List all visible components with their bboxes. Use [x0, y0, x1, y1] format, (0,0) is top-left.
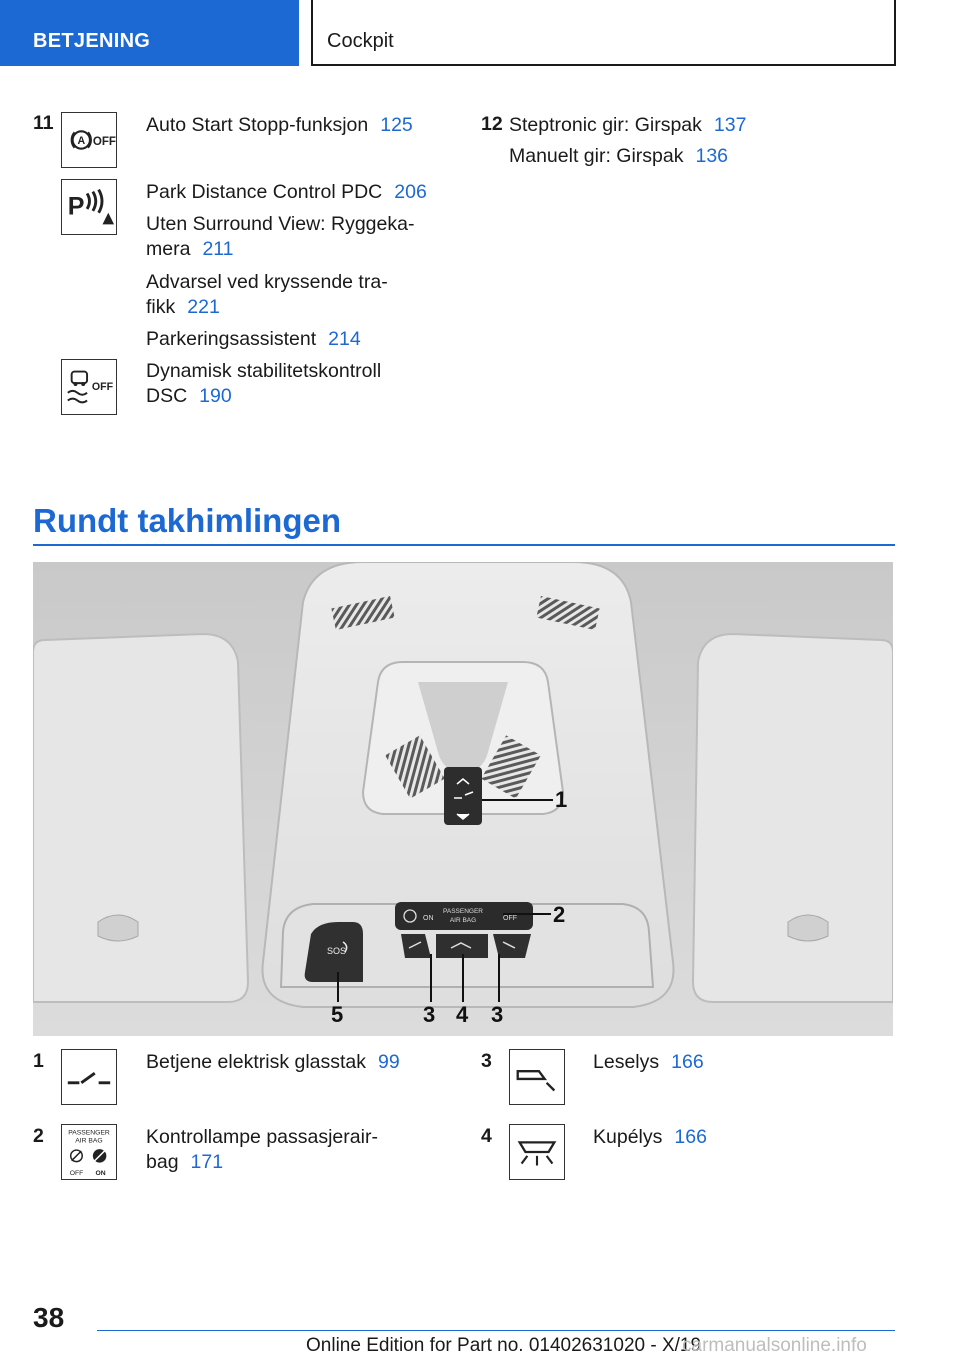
page-ref[interactable]: 190 [199, 385, 232, 407]
page-ref[interactable]: 166 [674, 1126, 707, 1148]
page-ref[interactable]: 99 [378, 1051, 400, 1073]
entry-cross-traffic-warning: Advarsel ved kryssende tra- fikk 221 [146, 271, 388, 318]
entry-passenger-airbag: Kontrollampe passasjerair- bag 171 [146, 1126, 378, 1173]
svg-text:AIR BAG: AIR BAG [75, 1137, 103, 1145]
header-section-label: BETJENING [33, 30, 151, 52]
item-number: 11 [33, 112, 54, 134]
sos-button-text: SOS [327, 946, 347, 956]
page-ref[interactable]: 221 [187, 296, 220, 318]
item-number: 3 [481, 1050, 492, 1072]
airbag-line1-text: PASSENGER [443, 908, 483, 915]
entry-interior-light: Kupélys 166 [593, 1126, 707, 1148]
page-number: 38 [33, 1302, 65, 1333]
page-ref[interactable]: 211 [202, 238, 234, 260]
svg-text:PASSENGER: PASSENGER [68, 1129, 110, 1137]
item-number: 2 [33, 1125, 44, 1147]
footer-watermark: carmanualsonline.info [682, 1335, 867, 1356]
page-ref[interactable]: 214 [328, 328, 361, 350]
entry-pdc: Park Distance Control PDC 206 [146, 181, 427, 203]
callout-3-right: 3 [491, 1002, 504, 1027]
page-ref[interactable]: 136 [695, 145, 729, 167]
entry-parking-assistant: Parkeringsassistent 214 [146, 328, 361, 350]
page-ref[interactable]: 171 [190, 1151, 224, 1173]
item-number: 4 [481, 1125, 492, 1147]
entry-manual-gear: Manuelt gir: Girspak 136 [509, 145, 729, 167]
entry-reading-light: Leselys 166 [593, 1051, 704, 1073]
svg-text:ON: ON [95, 1170, 106, 1178]
airbag-off-text: OFF [503, 915, 517, 922]
section-divider [33, 544, 895, 546]
auto-start-stop-off-icon [61, 112, 117, 168]
callout-3-left: 3 [423, 1002, 436, 1027]
airbag-line2-text: AIR BAG [449, 917, 477, 924]
svg-text:OFF: OFF [91, 380, 114, 393]
entry-glass-roof: Betjene elektrisk glasstak 99 [146, 1051, 400, 1073]
overhead-console-photo [33, 562, 893, 1036]
page-ref[interactable]: 125 [380, 114, 413, 136]
header-chapter-box [311, 0, 896, 66]
entry-auto-start-stop: Auto Start Stopp-funksjon 125 [146, 114, 413, 136]
section-title: Rundt takhimlingen [33, 502, 341, 539]
page-ref[interactable]: 206 [394, 181, 427, 203]
svg-text:OFF: OFF [92, 135, 116, 148]
callout-4: 4 [456, 1002, 469, 1027]
callout-1: 1 [555, 787, 568, 812]
glass-roof-switch-icon [61, 1049, 117, 1105]
entry-dsc: Dynamisk stabilitetskontroll DSC 190 [146, 360, 382, 407]
dsc-off-icon [61, 359, 117, 415]
item-number: 1 [33, 1050, 44, 1072]
callout-5: 5 [331, 1002, 344, 1027]
svg-text:OFF: OFF [69, 1170, 84, 1178]
reading-light-icon [509, 1049, 565, 1105]
entry-reversing-camera: Uten Surround View: Ryggeka- mera 211 [146, 213, 415, 260]
interior-light-icon [509, 1124, 565, 1180]
entry-steptronic: Steptronic gir: Girspak 137 [509, 114, 747, 136]
airbag-on-text: ON [423, 915, 434, 922]
page-ref[interactable]: 137 [713, 114, 747, 136]
footer-edition: Online Edition for Part no. 01402631020 - X/19 [306, 1335, 702, 1356]
page-ref[interactable]: 166 [671, 1051, 704, 1073]
svg-text:A: A [77, 134, 86, 147]
callout-2: 2 [553, 902, 566, 927]
svg-text:P: P [67, 192, 85, 221]
passenger-airbag-indicator-icon [61, 1124, 117, 1180]
park-distance-control-icon [61, 179, 117, 235]
item-number: 12 [481, 113, 503, 135]
footer-divider [97, 1330, 895, 1331]
header-section-tab [0, 0, 299, 66]
header-chapter-label: Cockpit [327, 30, 394, 52]
